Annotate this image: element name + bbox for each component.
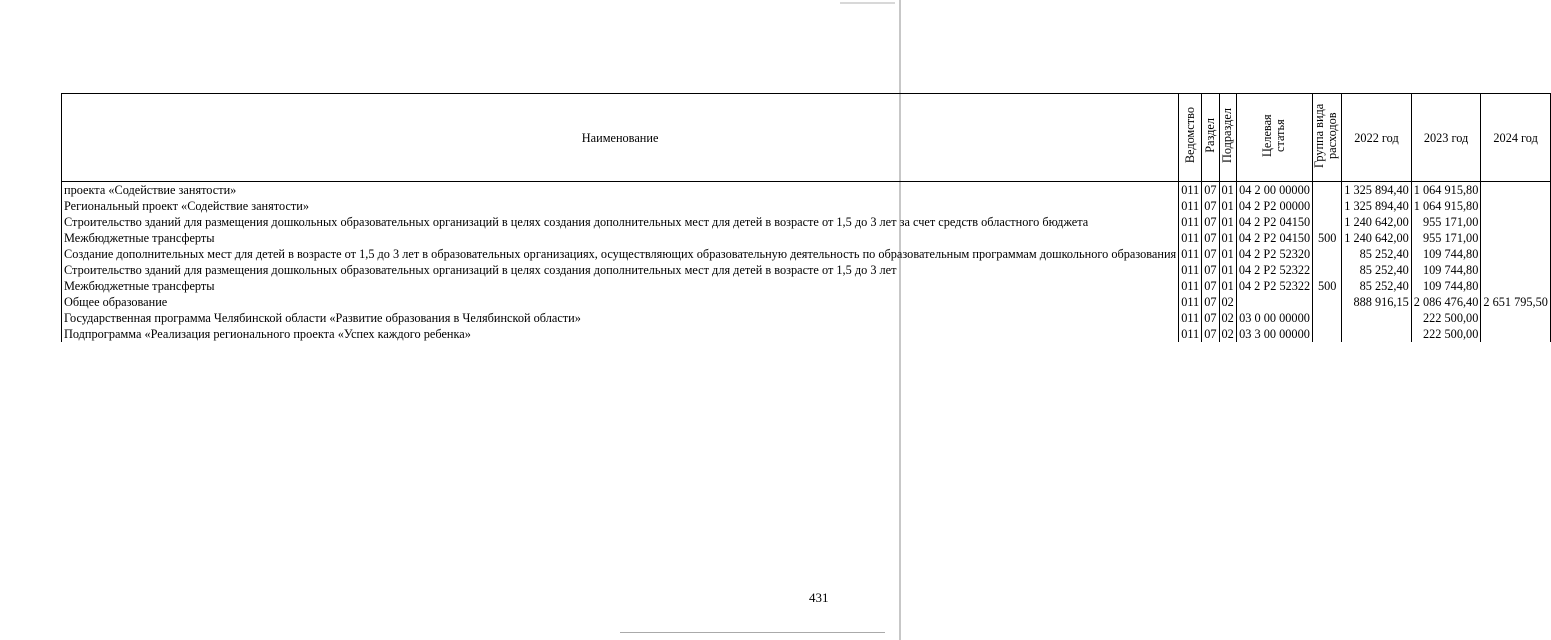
row-target: 04 2 P2 00000 xyxy=(1236,198,1312,214)
row-section: 07 xyxy=(1202,246,1219,262)
row-target: 04 2 P2 52320 xyxy=(1236,246,1312,262)
table-row xyxy=(62,310,1551,326)
row-2023: 1 064 915,80 xyxy=(1411,182,1481,199)
table-row xyxy=(62,230,1551,246)
row-section: 07 xyxy=(1202,230,1219,246)
row-subsection: 01 xyxy=(1219,230,1236,246)
row-2022: 1 240 642,00 xyxy=(1342,230,1412,246)
row-name: Подпрограмма «Реализация регионального проекта «Успех каждого ребенка» xyxy=(62,326,1179,342)
row-group xyxy=(1313,182,1342,199)
row-dept: 011 xyxy=(1179,326,1202,342)
row-2023: 109 744,80 xyxy=(1411,246,1481,262)
row-section: 07 xyxy=(1202,182,1219,199)
row-section: 07 xyxy=(1202,294,1219,310)
row-2023: 1 064 915,80 xyxy=(1411,198,1481,214)
row-2024 xyxy=(1481,262,1551,278)
row-2022 xyxy=(1342,326,1412,342)
row-group xyxy=(1313,198,1342,214)
row-target: 04 2 P2 52322 xyxy=(1236,278,1312,294)
row-2024 xyxy=(1481,246,1551,262)
row-dept: 011 xyxy=(1179,214,1202,230)
bottom-rule xyxy=(620,632,885,633)
row-group: 500 xyxy=(1313,230,1342,246)
row-2022 xyxy=(1342,310,1412,326)
row-name: Создание дополнительных мест для детей в возрасте от 1,5 до 3 лет в образовательных организациях, осуществляющих образовательную деятельность по образовательным программам дошкольного образования xyxy=(62,246,1179,262)
row-subsection: 01 xyxy=(1219,278,1236,294)
row-subsection: 02 xyxy=(1219,294,1236,310)
table-row xyxy=(62,214,1551,230)
row-subsection: 01 xyxy=(1219,246,1236,262)
row-dept: 011 xyxy=(1179,278,1202,294)
row-group xyxy=(1313,246,1342,262)
row-name: Государственная программа Челябинской области «Развитие образования в Челябинской области» xyxy=(62,310,1179,326)
row-group xyxy=(1313,294,1342,310)
table-row xyxy=(62,198,1551,214)
row-2022: 1 240 642,00 xyxy=(1342,214,1412,230)
row-section: 07 xyxy=(1202,326,1219,342)
row-group xyxy=(1313,310,1342,326)
header-subsection: Подраздел xyxy=(1219,94,1236,182)
row-2024 xyxy=(1481,214,1551,230)
row-2024: 2 651 795,50 xyxy=(1481,294,1551,310)
header-target: Целевая статья xyxy=(1236,94,1312,182)
row-2023: 109 744,80 xyxy=(1411,278,1481,294)
row-2024 xyxy=(1481,326,1551,342)
row-name: Строительство зданий для размещения дошкольных образовательных организаций в целях создания дополнительных мест для детей в возрасте от 1,5 до 3 лет xyxy=(62,262,1179,278)
row-2022: 888 916,15 xyxy=(1342,294,1412,310)
header-2023: 2023 год xyxy=(1411,94,1481,182)
row-section: 07 xyxy=(1202,214,1219,230)
table-row xyxy=(62,246,1551,262)
row-subsection: 01 xyxy=(1219,262,1236,278)
row-2023: 222 500,00 xyxy=(1411,310,1481,326)
row-name: проекта «Содействие занятости» xyxy=(62,182,1179,199)
row-target: 04 2 00 00000 xyxy=(1236,182,1312,199)
row-2023: 109 744,80 xyxy=(1411,262,1481,278)
row-dept: 011 xyxy=(1179,246,1202,262)
row-dept: 011 xyxy=(1179,262,1202,278)
header-2022: 2022 год xyxy=(1342,94,1412,182)
row-name: Строительство зданий для размещения дошкольных образовательных организаций в целях создания дополнительных мест для детей в возрасте от 1,5 до 3 лет за счет средств областного бюджета xyxy=(62,214,1179,230)
row-dept: 011 xyxy=(1179,198,1202,214)
row-2023: 2 086 476,40 xyxy=(1411,294,1481,310)
row-2022: 85 252,40 xyxy=(1342,246,1412,262)
row-dept: 011 xyxy=(1179,230,1202,246)
row-name: Региональный проект «Содействие занятости» xyxy=(62,198,1179,214)
table-row xyxy=(62,294,1551,310)
row-dept: 011 xyxy=(1179,182,1202,199)
row-2024 xyxy=(1481,230,1551,246)
row-subsection: 01 xyxy=(1219,214,1236,230)
header-group: Группа вида расходов xyxy=(1313,94,1342,182)
row-dept: 011 xyxy=(1179,310,1202,326)
row-2023: 955 171,00 xyxy=(1411,230,1481,246)
page-number: 431 xyxy=(809,590,829,605)
row-target: 04 2 P2 04150 xyxy=(1236,214,1312,230)
row-target xyxy=(1236,294,1312,310)
row-group: 500 xyxy=(1313,278,1342,294)
row-2022: 85 252,40 xyxy=(1342,262,1412,278)
row-2023: 955 171,00 xyxy=(1411,214,1481,230)
row-group xyxy=(1313,326,1342,342)
header-dept: Ведомство xyxy=(1179,94,1202,182)
row-group xyxy=(1313,262,1342,278)
table-row xyxy=(62,262,1551,278)
row-target: 04 2 P2 52322 xyxy=(1236,262,1312,278)
row-target: 04 2 P2 04150 xyxy=(1236,230,1312,246)
row-subsection: 02 xyxy=(1219,326,1236,342)
row-subsection: 02 xyxy=(1219,310,1236,326)
row-2024 xyxy=(1481,182,1551,199)
table-row xyxy=(62,278,1551,294)
table-row xyxy=(62,326,1551,342)
row-group xyxy=(1313,214,1342,230)
row-subsection: 01 xyxy=(1219,182,1236,199)
scan-edge-top xyxy=(840,2,895,4)
header-row xyxy=(62,94,1551,182)
row-2022: 1 325 894,40 xyxy=(1342,198,1412,214)
header-2024: 2024 год xyxy=(1481,94,1551,182)
table-row xyxy=(62,182,1551,199)
row-2022: 85 252,40 xyxy=(1342,278,1412,294)
row-2022: 1 325 894,40 xyxy=(1342,182,1412,199)
row-name: Общее образование xyxy=(62,294,1179,310)
row-target: 03 0 00 00000 xyxy=(1236,310,1312,326)
row-2024 xyxy=(1481,198,1551,214)
budget-table xyxy=(61,93,1551,342)
row-target: 03 3 00 00000 xyxy=(1236,326,1312,342)
row-2024 xyxy=(1481,278,1551,294)
row-section: 07 xyxy=(1202,198,1219,214)
row-section: 07 xyxy=(1202,310,1219,326)
header-section: Раздел xyxy=(1202,94,1219,182)
row-dept: 011 xyxy=(1179,294,1202,310)
row-name: Межбюджетные трансферты xyxy=(62,278,1179,294)
row-2024 xyxy=(1481,310,1551,326)
row-name: Межбюджетные трансферты xyxy=(62,230,1179,246)
row-2023: 222 500,00 xyxy=(1411,326,1481,342)
row-section: 07 xyxy=(1202,262,1219,278)
header-name: Наименование xyxy=(62,94,1179,182)
row-subsection: 01 xyxy=(1219,198,1236,214)
row-section: 07 xyxy=(1202,278,1219,294)
